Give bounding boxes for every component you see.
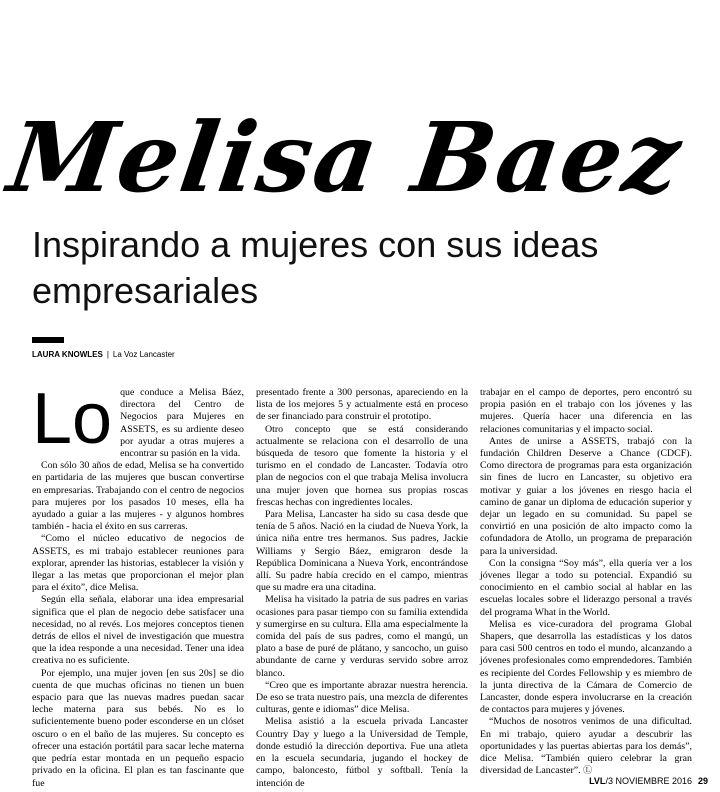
paragraph: “Creo que es importante abrazar nuestra herencia. De eso se trata nuestro país, una mezcla de diferentes culturas, gente e idiomas” dice Melisa. [256, 679, 468, 716]
article-title: Melisa Baez [2, 101, 689, 214]
article-subtitle: Inspirando a mujeres con sus ideas empresariales [32, 224, 599, 311]
end-mark-icon: Ⓛ [583, 766, 593, 777]
paragraph: Con sólo 30 años de edad, Melisa se ha convertido en partidaria de las mujeres que buscan convertirse en empresarias. Trabajando con el centro de negocios para mujeres por los pasados 10 meses, ella ha ayudado a guiar a las mujeres - y algunos hombres también - hacia el éxito en sus carreras. [32, 460, 244, 533]
paragraph: Para Melisa, Lancaster ha sido su casa desde que tenía de 5 años. Nació en la ciudad de Nueva York, la única niña entre tres hermanos. Sus padres, Jackie Williams y Sergio Báez, emigraron desde la República Dominicana a Nueva York, encontrándose allí. Su padre había crecido en el campo, mientras que su madre era una citadina. [256, 509, 468, 594]
paragraph: “Como el núcleo educativo de negocios de ASSETS, es mi trabajo establecer reuniones para explorar, aprender las historias, establecer la visión y llegar a las metas que proporcionan el mejor plan para el éxito”, dice Melisa. [32, 533, 244, 594]
byline-separator: | [106, 350, 109, 359]
paragraph [480, 716, 692, 777]
drop-cap: Lo [32, 379, 113, 459]
article-column-1 [32, 379, 244, 790]
page-number: 29 [697, 776, 708, 786]
closing-quote-text: “Muchos de nosotros venimos de una dificultad. En mi trabajo, quiero ayudar a descubrir las oportunidades y las puertas abiertas para los demás”, dice Melisa. “También quiero celebrar la gran diversidad de Lancaster”. [480, 716, 692, 777]
paragraph: Antes de unirse a ASSETS, trabajó con la fundación Children Deserve a Chance (CDCF). Como directora de programas para esta organización sin fines de lucro en Lancaster, su objetivo era motivar y guiar a los jóvenes en riesgo hacia el camino de ganar un diploma de educación superior y dejar un legado en su comunidad. Su papel se convirtió en una posición de alto impacto como la cofundadora de Atollo, un programa de preparación para la universidad. [480, 435, 692, 557]
title-divider [32, 337, 64, 343]
paragraph: Otro concepto que se está considerando actualmente se relaciona con el desarrollo de una búsqueda de tesoro que fomente la historia y el turismo en el condado de Lancaster. Todavía otro plan de negocios con el que trabaja Melisa involucra una mujer joven que hornea sus propias roscas frescas hechas con ingredientes locales. [256, 423, 468, 508]
paragraph: Melisa es vice-curadora del programa Global Shapers, que desarrolla las estadísticas y los datos para casi 500 centros en todo el mundo, alcanzando a jóvenes profesionales como emprendedores. También es recipiente del Cordes Fellowship y es miembro de la junta directiva de la Cámara de Comercio de Lancaster, donde espera involucrarse en la creación de contactos para mujeres y jóvenes. [480, 618, 692, 716]
article-column-3 [480, 387, 692, 778]
paragraph: presentado frente a 300 personas, apareciendo en la lista de los mejores 5 y actualmente está en proceso de ser financiado para construir el prototipo. [256, 387, 468, 423]
article-column-2 [256, 387, 468, 790]
magazine-name: LVL [589, 776, 606, 786]
author-name: LAURA KNOWLES [32, 350, 103, 359]
publication-name: La Voz Lancaster [112, 350, 175, 359]
paragraph: Con la consigna “Soy más”, ella quería ver a los jóvenes llegar a todo su potencial. Expandió su conocimiento en el cambio social al hablar en las escuelas locales sobre el liderazgo personal a través del programa What in the World. [480, 557, 692, 618]
paragraph: Melisa ha visitado la patria de sus padres en varias ocasiones para pasar tiempo con su familia extendida y sumergirse en su cultura. Ella ama especialmente la comida del país de sus padres, como el mangú, un plato a base de puré de plátano, y sancocho, un guiso abundante de carne y verduras servido sobre arroz blanco. [256, 594, 468, 679]
issue-date: /3 NOVIEMBRE 2016 [605, 776, 692, 786]
paragraph: Según ella señala, elaborar una idea empresarial significa que el plan de negocio debe satisfacer una necesidad, no al revés. Los mejores conceptos tienen detrás de ellos el nivel de investigación que muestra que la idea responde a una necesidad. Tener una idea creativa no es suficiente. [32, 594, 244, 667]
paragraph: Melisa asistió a la escuela privada Lancaster Country Day y luego a la Universidad de Temple, donde estudió la dirección deportiva. Fue una atleta en la escuela secundaria, jugando el hockey de campo, baloncesto, fútbol y softball. Tenía la intención de [256, 716, 468, 789]
paragraph: Por ejemplo, una mujer joven [en sus 20s] se dio cuenta de que muchas oficinas no tienen un buen espacio para que las nuevas madres puedan sacar leche materna para sus bebés. No es lo suficientemente bueno poder esconderse en un clóset oscuro o en el baño de las mujeres. Su concepto es ofrecer una estación portátil para sacar leche materna que pedría estar montada en un pequeño espacio privado en la oficina. El plan es tan fascinante que fue [32, 667, 244, 789]
byline [32, 350, 175, 359]
paragraph: trabajar en el campo de deportes, pero encontró su propia pasión en el trabajo con los jóvenes y las mujeres. Quería hacer una diferencia en las relaciones comunitarias y el impacto social. [480, 387, 692, 435]
paragraph: que conduce a Melisa Báez, directora del Centro de Negocios para Mujeres en ASSETS, es su ardiente deseo por ayudar a otras mujeres a encontrar su pasión en la vida. [120, 387, 244, 460]
page-footer [589, 776, 708, 786]
